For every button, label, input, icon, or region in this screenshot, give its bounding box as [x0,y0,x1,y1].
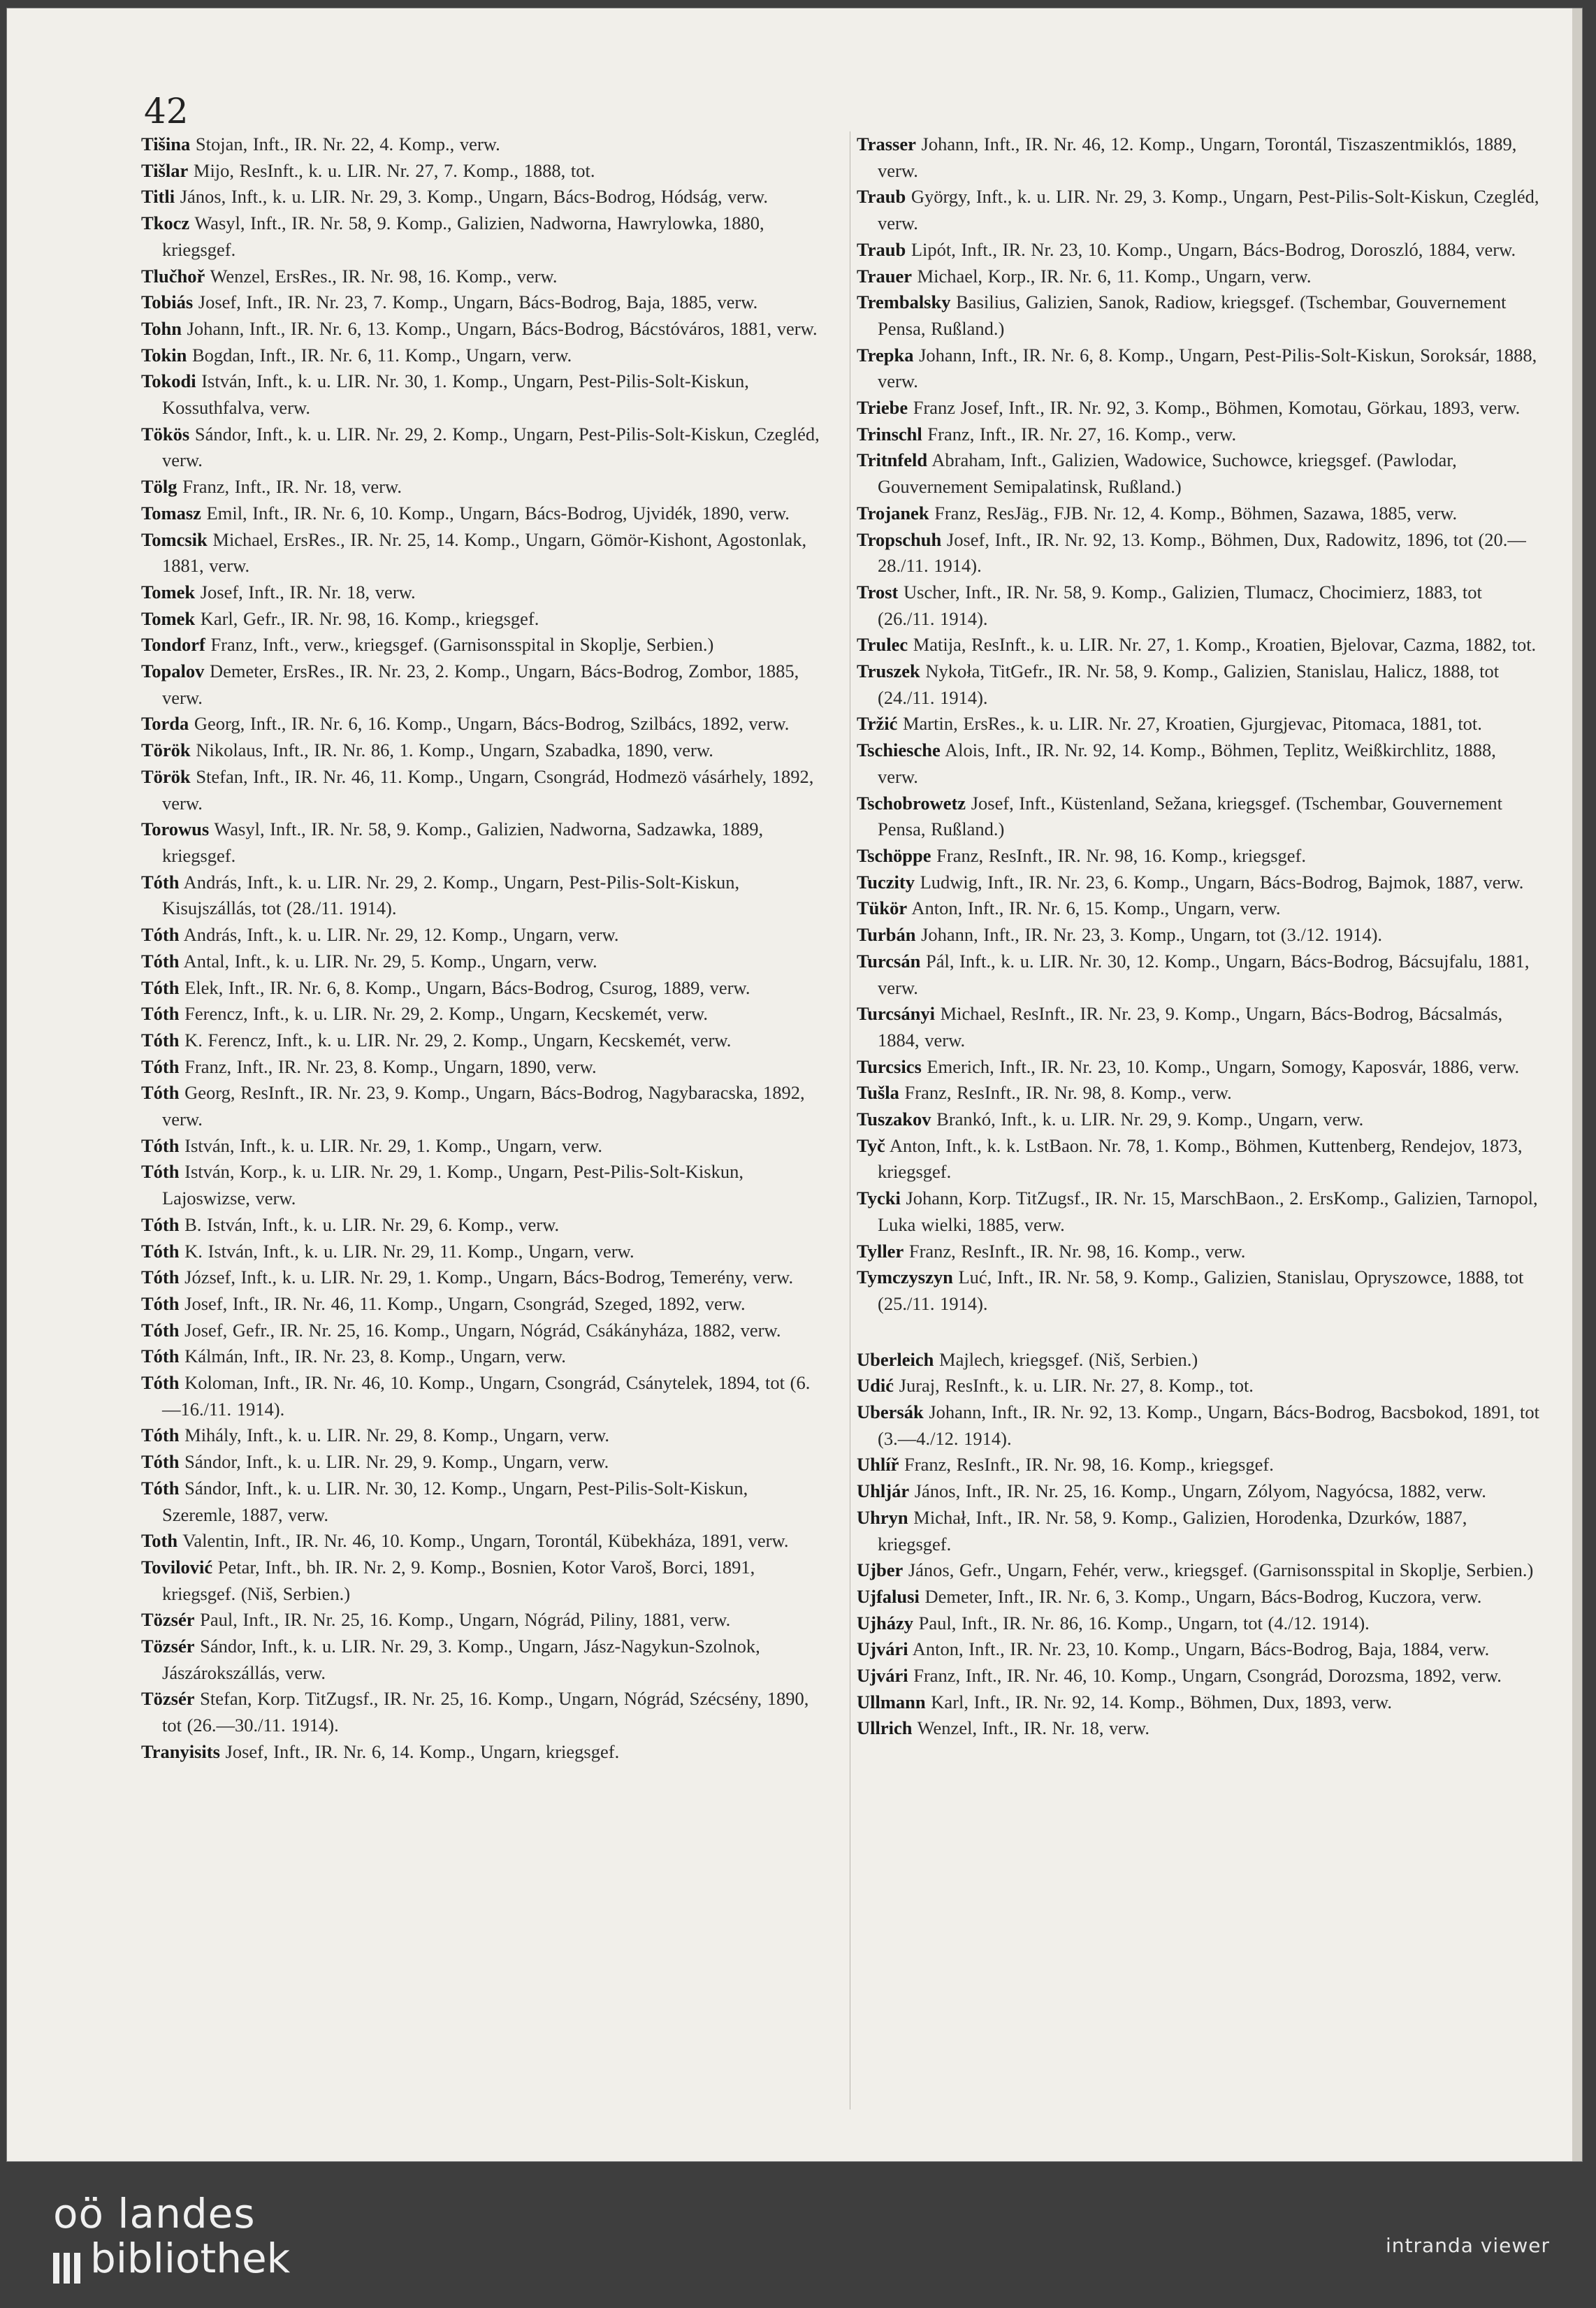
entry-surname: Tözsér [141,1609,195,1631]
entry-surname: Tóth [141,1372,180,1394]
entry-surname: Tropschuh [857,528,942,550]
list-entry [141,1001,826,1027]
entry-surname: Traub [857,186,906,208]
list-entry [857,737,1541,790]
entry-details: András, Inft., k. u. LIR. Nr. 29, 2. Komp., Ungarn, Pest-Pilis-Solt-Kiskun, Kisujszállás, tot (28./11. 1914). [162,871,740,919]
entry-surname: Tóth [141,1477,180,1499]
list-entry [857,791,1541,843]
entry-surname: Tökös [141,423,190,445]
entry-details: Sándor, Inft., k. u. LIR. Nr. 29, 9. Komp., Ungarn, verw. [184,1451,609,1473]
entry-details: Karl, Inft., IR. Nr. 92, 14. Komp., Böhmen, Dux, 1893, verw. [931,1691,1392,1712]
list-entry [857,1478,1541,1505]
list-entry [141,1264,826,1291]
entry-details: Kálmán, Inft., IR. Nr. 23, 8. Komp., Ungarn, verw. [184,1346,566,1367]
entry-details: Franz, Inft., IR. Nr. 18, verw. [182,476,402,498]
entry-details: Anton, Inft., IR. Nr. 6, 15. Komp., Ungarn, verw. [911,897,1281,919]
entry-surname: Tišina [141,134,191,154]
list-entry [141,1528,826,1555]
entry-details: György, Inft., k. u. LIR. Nr. 29, 3. Komp., Ungarn, Pest-Pilis-Solt-Kiskun, Czegléd, verw. [878,186,1539,234]
entry-details: Stefan, Inft., IR. Nr. 46, 11. Komp., Ungarn, Csongrád, Hodmezö vásárhely, 1892, verw. [162,765,814,814]
list-entry [857,895,1541,922]
list-entry [857,1663,1541,1689]
list-entry [857,1557,1541,1584]
entry-surname: Turcsics [857,1055,922,1077]
list-entry [141,1239,826,1265]
list-entry [141,1739,826,1766]
entry-details: József, Inft., k. u. LIR. Nr. 29, 1. Komp., Ungarn, Bács-Bodrog, Temerény, verw. [184,1267,794,1288]
entry-surname: Uberleich [857,1348,934,1370]
list-entry [141,1027,826,1054]
entry-details: Franz, Inft., IR. Nr. 46, 10. Komp., Ungarn, Csongrád, Dorozsma, 1892, verw. [913,1665,1502,1687]
list-entry [857,658,1541,711]
entry-surname: Ullrich [857,1717,913,1739]
scanned-page [7,8,1582,2161]
entry-surname: Trulec [857,634,908,656]
list-entry [141,1686,826,1738]
list-entry [141,210,826,263]
list-entry [141,1054,826,1081]
list-entry [141,368,826,421]
entry-surname: Tóth [141,1003,180,1025]
entry-details: Franz, ResInft., IR. Nr. 98, 16. Komp., kriegsgef. [904,1454,1274,1476]
entry-surname: Ujházy [857,1612,913,1633]
entry-surname: Ubersák [857,1401,924,1423]
list-entry [857,131,1541,184]
entry-details: Stojan, Inft., IR. Nr. 22, 4. Komp., verw. [195,134,500,154]
entry-surname: Tözsér [141,1636,195,1657]
entry-details: Johann, Inft., IR. Nr. 6, 8. Komp., Ungarn, Pest-Pilis-Solt-Kiskun, Soroksár, 1888, verw. [878,344,1537,392]
entry-surname: Török [141,765,191,787]
entry-details: Georg, ResInft., IR. Nr. 23, 9. Komp., Ungarn, Bács-Bodrog, Nagybaracska, 1892, verw. [162,1082,805,1130]
list-entry [857,342,1541,395]
entry-details: Sándor, Inft., k. u. LIR. Nr. 29, 3. Komp., Ungarn, Jász-Nagykun-Szolnok, Jászárokszállás, verw. [162,1636,760,1683]
list-entry [141,949,826,975]
entry-surname: Tranyisits [141,1740,220,1762]
entry-surname: Tohn [141,317,182,339]
entry-surname: Tušla [857,1082,899,1104]
page-number: 42 [144,91,189,131]
entry-details: Johann, Inft., IR. Nr. 46, 12. Komp., Ungarn, Torontál, Tiszaszentmiklós, 1889, verw. [878,134,1517,181]
entry-surname: Tóth [141,1240,180,1262]
list-entry [141,289,826,316]
list-entry [857,1347,1541,1373]
entry-surname: Tükör [857,897,908,919]
entry-surname: Ujvári [857,1665,908,1687]
entry-details: István, Inft., k. u. LIR. Nr. 30, 1. Komp., Ungarn, Pest-Pilis-Solt-Kiskun, Kossuthfalva, verw. [162,370,749,419]
entry-details: Lipót, Inft., IR. Nr. 23, 10. Komp., Ungarn, Bács-Bodrog, Doroszló, 1884, verw. [911,238,1516,260]
entry-details: Michael, Korp., IR. Nr. 6, 11. Komp., Ungarn, verw. [917,265,1312,287]
entry-details: K. István, Inft., k. u. LIR. Nr. 29, 11. Komp., Ungarn, verw. [184,1240,634,1262]
entry-details: Michael, ResInft., IR. Nr. 23, 9. Komp., Ungarn, Bács-Bodrog, Bácsalmás, 1884, verw. [878,1003,1503,1051]
entry-details: Matija, ResInft., k. u. LIR. Nr. 27, 1. Komp., Kroatien, Bjelovar, Cazma, 1882, tot. [913,634,1537,656]
entry-details: Josef, Inft., Küstenland, Sežana, kriegsgef. (Tschembar, Gouvernement Pensa, Rußland.) [878,792,1502,840]
entry-details: Alois, Inft., IR. Nr. 92, 14. Komp., Böhmen, Teplitz, Weißkirchlitz, 1888, verw. [878,740,1496,787]
entry-details: Koloman, Inft., IR. Nr. 46, 10. Komp., Ungarn, Csongrád, Csánytelek, 1894, tot (6.—16./11. 1914). [162,1372,811,1420]
entry-details: Bogdan, Inft., IR. Nr. 6, 11. Komp., Ungarn, verw. [191,344,572,366]
entry-surname: Tondorf [141,634,205,656]
list-entry [141,606,826,633]
entry-surname: Topalov [141,661,205,682]
library-logo[interactable] [53,2192,290,2286]
entry-details: Franz Josef, Inft., IR. Nr. 92, 3. Komp., Böhmen, Komotau, Görkau, 1893, verw. [913,397,1521,419]
list-entry [141,474,826,500]
entry-surname: Trojanek [857,502,929,524]
entry-surname: Trembalsky [857,291,951,313]
entry-surname: Turcsán [857,950,921,972]
entry-surname: Trinschl [857,423,922,445]
left-column [141,131,826,1766]
entry-details: Elek, Inft., IR. Nr. 6, 8. Komp., Ungarn, Bács-Bodrog, Csurog, 1889, verw. [184,976,750,998]
entry-surname: Tóth [141,1425,180,1446]
entry-surname: Tschiesche [857,740,941,761]
entry-details: Josef, Inft., IR. Nr. 46, 11. Komp., Ungarn, Csongrád, Szeged, 1892, verw. [184,1292,746,1314]
entry-details: Luć, Inft., IR. Nr. 58, 9. Komp., Galizien, Stanislau, Opryszowce, 1888, tot (25./11. 1914). [878,1267,1524,1314]
entry-surname: Tölg [141,476,177,498]
entry-details: Antal, Inft., k. u. LIR. Nr. 29, 5. Komp., Ungarn, verw. [183,950,597,972]
entry-surname: Ullmann [857,1691,926,1712]
list-entry [857,395,1541,421]
entry-details: Nikolaus, Inft., IR. Nr. 86, 1. Komp., Ungarn, Szabadka, 1890, verw. [196,740,713,761]
entry-surname: Tkocz [141,212,190,234]
entry-surname: Trepka [857,344,914,366]
entry-surname: Tóth [141,1213,180,1235]
entry-surname: Tobiás [141,291,194,313]
entry-surname: Tlučhoř [141,265,205,287]
list-entry [857,1239,1541,1265]
list-entry [857,1584,1541,1610]
entry-surname: Truszek [857,661,920,682]
entry-details: Johann, Inft., IR. Nr. 23, 3. Komp., Ungarn, tot (3./12. 1914). [921,924,1383,946]
entry-details: Petar, Inft., bh. IR. Nr. 2, 9. Komp., Bosnien, Kotor Varoš, Borci, 1891, kriegsgef. (Niš, Serbien.) [162,1556,755,1604]
entry-surname: Tomasz [141,502,201,524]
entry-surname: Ujber [857,1559,904,1581]
list-entry [141,264,826,290]
entry-surname: Tomek [141,607,196,629]
entry-details: Josef, Gefr., IR. Nr. 25, 16. Komp., Ungarn, Nógrád, Csákányháza, 1882, verw. [184,1319,781,1341]
entry-details: András, Inft., k. u. LIR. Nr. 29, 12. Komp., Ungarn, verw. [183,924,619,946]
entry-details: István, Inft., k. u. LIR. Nr. 29, 1. Komp., Ungarn, verw. [184,1134,602,1156]
list-entry [141,658,826,711]
list-entry [857,1689,1541,1716]
entry-surname: Tymczyszyn [857,1267,953,1288]
list-entry [857,264,1541,290]
list-entry [141,342,826,369]
list-entry [857,922,1541,949]
list-entry [141,1555,826,1607]
entry-details: Mihály, Inft., k. u. LIR. Nr. 29, 8. Komp., Ungarn, verw. [184,1425,610,1446]
list-entry [857,447,1541,500]
entry-details: Josef, Inft., IR. Nr. 18, verw. [200,581,416,603]
list-entry [141,632,826,658]
list-entry [141,975,826,1002]
list-entry [141,1133,826,1160]
list-entry [141,579,826,606]
list-entry [857,1505,1541,1557]
entry-surname: Tóth [141,1161,180,1183]
entry-surname: Tözsér [141,1688,195,1710]
list-entry [857,870,1541,896]
entry-details: Franz, ResInft., IR. Nr. 98, 8. Komp., verw. [904,1082,1232,1104]
entry-surname: Ujfalusi [857,1585,920,1607]
entry-surname: Tóth [141,976,180,998]
logo-text-line1: oö landes [53,2190,256,2237]
entry-details: Georg, Inft., IR. Nr. 6, 16. Komp., Ungarn, Bács-Bodrog, Szilbács, 1892, verw. [194,713,790,735]
entry-details: Franz, Inft., verw., kriegsgef. (Garnisonsspital in Skoplje, Serbien.) [210,634,714,656]
entry-details: Juraj, ResInft., k. u. LIR. Nr. 27, 8. Komp., tot. [899,1375,1254,1397]
list-entry [141,1291,826,1318]
list-entry [141,1422,826,1449]
section-gap [857,1318,1541,1347]
entry-surname: Turcsányi [857,1003,935,1025]
entry-surname: Toth [141,1530,178,1552]
list-entry [857,1264,1541,1317]
entry-surname: Tritnfeld [857,449,928,471]
list-entry [857,500,1541,527]
list-entry [857,527,1541,579]
entry-details: Johann, Korp. TitZugsf., IR. Nr. 15, MarschBaon., 2. ErsKomp., Galizien, Tarnopol, Luka wielki, 1885, verw. [878,1188,1538,1235]
list-entry [141,1633,826,1686]
entry-surname: Tóth [141,871,180,893]
list-entry [141,922,826,949]
entry-surname: Tyller [857,1240,904,1262]
entry-details: Valentin, Inft., IR. Nr. 46, 10. Komp., Ungarn, Torontál, Kübekháza, 1891, verw. [182,1530,789,1552]
list-entry [857,843,1541,870]
list-entry [141,158,826,185]
entry-details: Franz, Inft., IR. Nr. 23, 8. Komp., Ungarn, 1890, verw. [184,1055,597,1077]
list-entry [141,1343,826,1370]
entry-surname: Tomek [141,581,196,603]
entry-details: Josef, Inft., IR. Nr. 23, 7. Komp., Ungarn, Bács-Bodrog, Baja, 1885, verw. [198,291,758,313]
entry-details: Ludwig, Inft., IR. Nr. 23, 6. Komp., Ungarn, Bács-Bodrog, Bajmok, 1887, verw. [920,871,1524,893]
list-entry [857,1452,1541,1478]
list-entry [141,1449,826,1476]
list-entry [141,1476,826,1528]
entry-surname: Török [141,740,191,761]
entry-surname: Trasser [857,134,916,154]
list-entry [857,1106,1541,1133]
entry-details: B. István, Inft., k. u. LIR. Nr. 29, 6. Komp., verw. [184,1213,560,1235]
entry-surname: Tomcsik [141,528,208,550]
entry-surname: Tóth [141,1134,180,1156]
entry-details: Wasyl, Inft., IR. Nr. 58, 9. Komp., Galizien, Nadworna, Hawrylowka, 1880, kriegsgef. [162,212,764,260]
entry-surname: Tišlar [141,159,189,181]
list-entry [141,131,826,158]
entry-details: Anton, Inft., k. k. LstBaon. Nr. 78, 1. Komp., Böhmen, Kuttenberg, Rendejov, 1873, kriegsgef. [878,1134,1523,1183]
entry-surname: Uhljár [857,1480,910,1502]
entry-surname: Tycki [857,1188,901,1209]
list-entry [857,1054,1541,1081]
entry-details: János, Inft., IR. Nr. 25, 16. Komp., Ungarn, Zólyom, Nagyócsa, 1882, verw. [914,1480,1486,1502]
entry-details: János, Inft., k. u. LIR. Nr. 29, 3. Komp., Ungarn, Bács-Bodrog, Hódság, verw. [180,186,768,208]
entry-surname: Trost [857,581,899,603]
entry-details: Johann, Inft., IR. Nr. 92, 13. Komp., Ungarn, Bács-Bodrog, Bacsbokod, 1891, tot (3.—4./12. 1914). [878,1401,1539,1449]
entry-details: Demeter, ErsRes., IR. Nr. 23, 2. Komp., Ungarn, Bács-Bodrog, Zombor, 1885, verw. [162,661,799,708]
list-entry [857,1133,1541,1185]
entry-details: Sándor, Inft., k. u. LIR. Nr. 30, 12. Komp., Ungarn, Pest-Pilis-Solt-Kiskun, Szeremle, 1887, verw. [162,1477,748,1525]
entry-details: Wenzel, ErsRes., IR. Nr. 98, 16. Komp., verw. [210,265,558,287]
entry-details: Mijo, ResInft., k. u. LIR. Nr. 27, 7. Komp., 1888, tot. [193,159,595,181]
list-entry [141,1318,826,1344]
entry-details: Karl, Gefr., IR. Nr. 98, 16. Komp., kriegsgef. [200,607,539,629]
entry-surname: Tóth [141,1082,180,1104]
entry-details: Paul, Inft., IR. Nr. 25, 16. Komp., Ungarn, Nógrád, Piliny, 1881, verw. [200,1609,731,1631]
entry-details: Franz, ResInft., IR. Nr. 98, 16. Komp., kriegsgef. [936,844,1306,866]
entry-surname: Titli [141,186,175,208]
entry-surname: Triebe [857,397,908,419]
entry-details: Franz, ResInft., IR. Nr. 98, 16. Komp., verw. [908,1240,1246,1262]
list-entry [857,1080,1541,1106]
entry-details: Pál, Inft., k. u. LIR. Nr. 30, 12. Komp., Ungarn, Bács-Bodrog, Bácsujfalu, 1881, verw. [878,950,1530,998]
list-entry [857,1636,1541,1663]
entry-surname: Tokin [141,344,187,366]
entry-surname: Tóth [141,1346,180,1367]
list-entry [857,1715,1541,1742]
list-entry [857,1001,1541,1053]
entry-details: Uscher, Inft., IR. Nr. 58, 9. Komp., Galizien, Tlumacz, Chocimierz, 1883, tot (26./11. 1914). [878,581,1482,629]
entry-details: Demeter, Inft., IR. Nr. 6, 3. Komp., Ungarn, Bács-Bodrog, Kuczora, verw. [924,1585,1482,1607]
entry-surname: Ujvári [857,1638,908,1660]
entry-details: Wenzel, Inft., IR. Nr. 18, verw. [917,1717,1149,1739]
list-entry [141,1159,826,1211]
entry-details: Anton, Inft., IR. Nr. 23, 10. Komp., Ungarn, Bács-Bodrog, Baja, 1884, verw. [912,1638,1490,1660]
entry-surname: Uhlíř [857,1454,899,1476]
entry-details: István, Korp., k. u. LIR. Nr. 29, 1. Komp., Ungarn, Pest-Pilis-Solt-Kiskun, Lajoswizse, verw. [162,1161,743,1209]
entry-surname: Tržić [857,713,898,735]
list-entry [141,870,826,922]
list-entry [141,764,826,816]
list-entry [857,1373,1541,1399]
list-entry [141,711,826,737]
entry-surname: Trauer [857,265,912,287]
list-entry [141,816,826,869]
entry-details: Nykoła, TitGefr., IR. Nr. 58, 9. Komp., Galizien, Stanislau, Halicz, 1888, tot (24./11. 1914). [878,661,1500,708]
entry-surname: Traub [857,238,906,260]
entry-surname: Udić [857,1375,894,1397]
entry-surname: Tuszakov [857,1109,931,1130]
entry-details: Michael, ErsRes., IR. Nr. 25, 14. Komp., Ungarn, Gömör-Kishont, Agostonlak, 1881, verw. [162,528,807,577]
logo-bars-icon [53,2253,85,2286]
entry-surname: Tóth [141,950,180,972]
entry-details: Emerich, Inft., IR. Nr. 23, 10. Komp., Ungarn, Somogy, Kaposvár, 1886, verw. [927,1055,1520,1077]
entry-surname: Tóth [141,1029,180,1051]
entry-surname: Tokodi [141,370,196,392]
list-entry [857,184,1541,236]
entry-details: Brankó, Inft., k. u. LIR. Nr. 29, 9. Komp., Ungarn, verw. [936,1109,1364,1130]
list-entry [141,1370,826,1422]
entry-surname: Tschobrowetz [857,792,966,814]
list-entry [141,184,826,210]
list-entry [141,316,826,342]
entry-details: Martin, ErsRes., k. u. LIR. Nr. 27, Kroatien, Gjurgjevac, Pitomaca, 1881, tot. [902,713,1482,735]
entry-surname: Tóth [141,1319,180,1341]
list-entry [141,1212,826,1239]
entry-details: Sándor, Inft., k. u. LIR. Nr. 29, 2. Komp., Ungarn, Pest-Pilis-Solt-Kiskun, Czegléd, verw. [162,423,820,471]
list-entry [141,1080,826,1132]
logo-text-line2: bibliothek [90,2235,291,2282]
list-entry [857,632,1541,658]
entry-surname: Tóth [141,924,180,946]
entry-details: Abraham, Inft., Galizien, Wadowice, Suchowce, kriegsgef. (Pawlodar, Gouvernement Semipalatinsk, Rußland.) [878,449,1457,498]
entry-surname: Tyč [857,1134,885,1156]
entry-details: Johann, Inft., IR. Nr. 6, 13. Komp., Ungarn, Bács-Bodrog, Bácstóváros, 1881, verw. [187,317,818,339]
entry-surname: Torowus [141,818,210,840]
entry-surname: Tóth [141,1267,180,1288]
entry-details: János, Gefr., Ungarn, Fehér, verw., kriegsgef. (Garnisonsspital in Skoplje, Serbien.) [908,1559,1534,1581]
entry-details: Majlech, kriegsgef. (Niš, Serbien.) [939,1348,1198,1370]
entry-surname: Uhryn [857,1506,908,1528]
entry-surname: Tóth [141,1292,180,1314]
entry-details: Josef, Inft., IR. Nr. 6, 14. Komp., Ungarn, kriegsgef. [225,1740,620,1762]
entry-details: Stefan, Korp. TitZugsf., IR. Nr. 25, 16. Komp., Ungarn, Nógrád, Szécsény, 1890, tot (26.—30./11. 1914). [162,1688,809,1736]
entry-surname: Tóth [141,1451,180,1473]
page-edge [1572,8,1582,2161]
list-entry [141,500,826,527]
entry-details: Basilius, Galizien, Sanok, Radiow, kriegsgef. (Tschembar, Gouvernement Pensa, Rußland.) [878,291,1507,339]
entry-surname: Tuczity [857,871,915,893]
right-column [857,131,1541,1742]
list-entry [857,1610,1541,1637]
viewer-brand[interactable]: intranda viewer [1386,2234,1550,2257]
list-entry [857,289,1541,342]
entry-details: Josef, Inft., IR. Nr. 92, 13. Komp., Böhmen, Dux, Radowitz, 1896, tot (20.—28./11. 1914). [878,528,1526,577]
list-entry [857,949,1541,1001]
list-entry [857,237,1541,264]
list-entry [857,711,1541,737]
entry-surname: Tschöppe [857,844,931,866]
list-entry [857,579,1541,632]
entry-surname: Turbán [857,924,916,946]
entry-details: Michał, Inft., IR. Nr. 58, 9. Komp., Galizien, Horodenka, Dzurków, 1887, kriegsgef. [878,1506,1467,1555]
entry-details: Wasyl, Inft., IR. Nr. 58, 9. Komp., Galizien, Nadworna, Sadzawka, 1889, kriegsgef. [162,818,764,866]
list-entry [141,1607,826,1633]
entry-surname: Tóth [141,1055,180,1077]
entry-surname: Torda [141,713,189,735]
entry-details: Franz, ResJäg., FJB. Nr. 12, 4. Komp., Böhmen, Sazawa, 1885, verw. [934,502,1458,524]
list-entry [141,421,826,474]
entry-surname: Tovilović [141,1556,213,1578]
list-entry [141,527,826,579]
list-entry [857,1185,1541,1238]
entry-details: Paul, Inft., IR. Nr. 86, 16. Komp., Ungarn, tot (4./12. 1914). [918,1612,1370,1633]
entry-details: Ferencz, Inft., k. u. LIR. Nr. 29, 2. Komp., Ungarn, Kecskemét, verw. [184,1003,709,1025]
list-entry [857,421,1541,448]
entry-details: Emil, Inft., IR. Nr. 6, 10. Komp., Ungarn, Bács-Bodrog, Ujvidék, 1890, verw. [206,502,790,524]
list-entry [141,737,826,764]
entry-details: Franz, Inft., IR. Nr. 27, 16. Komp., verw. [927,423,1237,445]
list-entry [857,1399,1541,1452]
entry-details: K. Ferencz, Inft., k. u. LIR. Nr. 29, 2. Komp., Ungarn, Kecskemét, verw. [184,1029,732,1051]
